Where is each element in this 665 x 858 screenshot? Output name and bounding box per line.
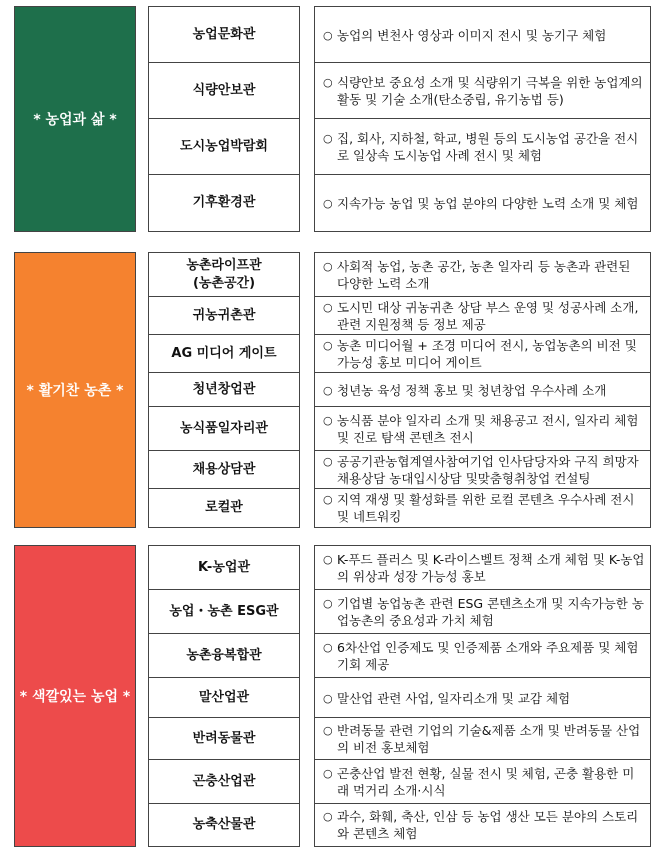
circle-bullet-icon: ○ (323, 383, 333, 397)
hall-description-row (315, 372, 650, 407)
hall-name (149, 489, 299, 527)
hall-description-column (314, 252, 651, 528)
hall-name-row (149, 589, 299, 634)
hall-name (149, 297, 299, 335)
hall-name-line: 농촌라이프관 (186, 258, 262, 273)
hall-description-row (315, 450, 650, 489)
hall-name (149, 451, 299, 489)
hall-name-row (149, 62, 299, 119)
hall-description-row (315, 334, 650, 373)
hall-description-row (315, 253, 650, 297)
circle-bullet-icon: ○ (323, 553, 333, 566)
hall-name-column (148, 545, 300, 847)
circle-bullet-icon: ○ (323, 339, 333, 352)
hall-name (149, 804, 299, 846)
hall-description: 도시민 대상 귀농귀촌 상담 부스 운영 및 성공사례 소개, 관련 지원정책 등 정보 제공 (337, 300, 639, 332)
hall-name-line: (농촌공간) (192, 276, 256, 291)
circle-bullet-icon: ○ (323, 493, 333, 506)
hall-name-line: 귀농귀촌관 (192, 308, 256, 323)
hall-name-row (149, 759, 299, 804)
hall-name-line: 도시농업박람회 (180, 139, 268, 154)
circle-bullet-icon: ○ (323, 810, 333, 823)
hall-description: 6차산업 인증제도 및 인증제품 소개와 주요제품 및 체험 기회 제공 (337, 640, 639, 672)
hall-description: 사회적 농업, 농촌 공간, 농촌 일자리 등 농촌과 관련된 다양한 노력 소개 (337, 259, 631, 291)
hall-name-column (148, 252, 300, 528)
hall-name (149, 175, 299, 231)
category-cell (14, 545, 136, 847)
hall-name (149, 546, 299, 590)
circle-bullet-icon: ○ (323, 132, 333, 145)
hall-name-row (149, 118, 299, 175)
circle-bullet-icon: ○ (323, 597, 333, 610)
hall-name (149, 253, 299, 297)
hall-name (149, 7, 299, 63)
hall-name-row (149, 253, 299, 297)
hall-name (149, 373, 299, 407)
hall-name-line: 농식품일자리관 (180, 421, 268, 436)
hall-description: 지속가능 농업 및 농업 분야의 다양한 노력 소개 및 체험 (337, 195, 639, 211)
hall-name-line: 반려동물관 (192, 731, 256, 746)
hall-description-row (315, 717, 650, 760)
hall-description: 농식품 분야 일자리 소개 및 채용공고 전시, 일자리 체험 및 진로 탐색 콘텐츠 전시 (337, 413, 639, 445)
hall-description-row (315, 759, 650, 804)
circle-bullet-icon: ○ (323, 76, 333, 89)
hall-description: 식량안보 중요성 소개 및 식량위기 극복을 위한 농업계의 활동 및 기술 소개(탄소중립, 유기농법 등) (337, 75, 643, 107)
hall-name (149, 119, 299, 175)
hall-description-row (315, 488, 650, 527)
hall-description-row (315, 7, 650, 63)
hall-description: 말산업 관련 사업, 일자리소개 및 교감 체험 (337, 690, 571, 706)
hall-name-row (149, 406, 299, 451)
hall-name-column (148, 6, 300, 232)
hall-description-row (315, 589, 650, 634)
hall-description-row (315, 546, 650, 590)
hall-description-row (315, 677, 650, 718)
hall-description: 집, 회사, 지하철, 학교, 병원 등의 도시농업 공간을 전시로 일상속 도시농업 사례 전시 및 체험 (337, 131, 639, 163)
hall-description-row (315, 118, 650, 175)
hall-name-line: 말산업관 (198, 690, 250, 705)
hall-name (149, 718, 299, 760)
circle-bullet-icon: ○ (323, 691, 333, 705)
hall-name-line: 농촌융복합관 (186, 648, 262, 663)
category-cell (14, 252, 136, 528)
hall-name-row (149, 717, 299, 760)
hall-name-row (149, 633, 299, 678)
hall-description: 공공기관농협계열사참여기업 인사담당자와 구직 희망자 채용상담 농대입시상담 및맞춤형취창업 컨설팅 (337, 454, 639, 486)
hall-description: 곤충산업 발전 현황, 실물 전시 및 체험, 곤충 활용한 미래 먹거리 소개·시식 (337, 766, 635, 798)
hall-name-row (149, 174, 299, 231)
hall-name-row (149, 372, 299, 407)
hall-name (149, 335, 299, 373)
circle-bullet-icon: ○ (323, 641, 333, 654)
hall-name-row (149, 546, 299, 590)
circle-bullet-icon: ○ (323, 767, 333, 780)
hall-description: 청년농 육성 정책 홍보 및 청년창업 우수사례 소개 (337, 382, 607, 398)
hall-description: 농업의 변천사 영상과 이미지 전시 및 농기구 체험 (337, 27, 607, 43)
category-label: * 활기찬 농촌 * (26, 383, 124, 399)
hall-description-row (315, 406, 650, 451)
hall-name-row (149, 334, 299, 373)
hall-name-line: 농업・농촌 ESG관 (169, 604, 279, 619)
circle-bullet-icon: ○ (323, 455, 333, 468)
hall-description-row (315, 174, 650, 231)
hall-name (149, 678, 299, 718)
category-label: * 농업과 삶 * (33, 112, 117, 128)
category-label: * 색깔있는 농업 * (19, 689, 131, 705)
hall-description-row (315, 62, 650, 119)
hall-name (149, 760, 299, 804)
circle-bullet-icon: ○ (323, 414, 333, 427)
hall-name-line: 청년창업관 (192, 382, 256, 397)
hall-name-line: 식량안보관 (192, 83, 256, 98)
circle-bullet-icon: ○ (323, 301, 333, 314)
hall-name-line: AG 미디어 게이트 (171, 346, 277, 361)
hall-description-row (315, 296, 650, 335)
hall-name-row (149, 296, 299, 335)
circle-bullet-icon: ○ (323, 724, 333, 737)
hall-description: 지역 재생 및 활성화를 위한 로컬 콘텐츠 우수사례 전시 및 네트워킹 (337, 492, 635, 524)
hall-name (149, 634, 299, 678)
hall-name (149, 590, 299, 634)
hall-name-row (149, 677, 299, 718)
hall-name-line: 곤충산업관 (192, 774, 256, 789)
hall-name-row (149, 803, 299, 846)
hall-description: 농촌 미디어월 + 조경 미디어 전시, 농업농촌의 비전 및 가능성 홍보 미디어 게이트 (337, 338, 637, 370)
circle-bullet-icon: ○ (323, 28, 333, 42)
hall-name-line: 채용상담관 (192, 462, 256, 477)
hall-description-row (315, 803, 650, 846)
hall-name-row (149, 7, 299, 63)
hall-description-row (315, 633, 650, 678)
hall-name (149, 407, 299, 451)
hall-name-line: 농축산물관 (192, 817, 256, 832)
hall-name-row (149, 488, 299, 527)
hall-name-line: 기후환경관 (192, 195, 256, 210)
circle-bullet-icon: ○ (323, 260, 333, 273)
hall-name (149, 63, 299, 119)
hall-description: 과수, 화훼, 축산, 인삼 등 농업 생산 모든 분야의 스토리와 콘텐츠 체험 (337, 809, 639, 841)
hall-name-line: 농업문화관 (192, 27, 256, 42)
hall-description: K-푸드 플러스 및 K-라이스벨트 정책 소개 체험 및 K-농업의 위상과 성장 가능성 홍보 (337, 552, 645, 584)
hall-description: 반려동물 관련 기업의 기술&제품 소개 및 반려동물 산업의 비전 홍보체험 (337, 723, 641, 755)
category-cell (14, 6, 136, 232)
hall-description-column (314, 6, 651, 232)
circle-bullet-icon: ○ (323, 196, 333, 210)
hall-description-column (314, 545, 651, 847)
hall-name-line: 로컬관 (205, 500, 243, 515)
hall-name-line: K-농업관 (197, 560, 250, 575)
hall-description: 기업별 농업농촌 관련 ESG 콘텐츠소개 및 지속가능한 농업농촌의 중요성과 가치 체험 (337, 596, 644, 628)
hall-name-row (149, 450, 299, 489)
